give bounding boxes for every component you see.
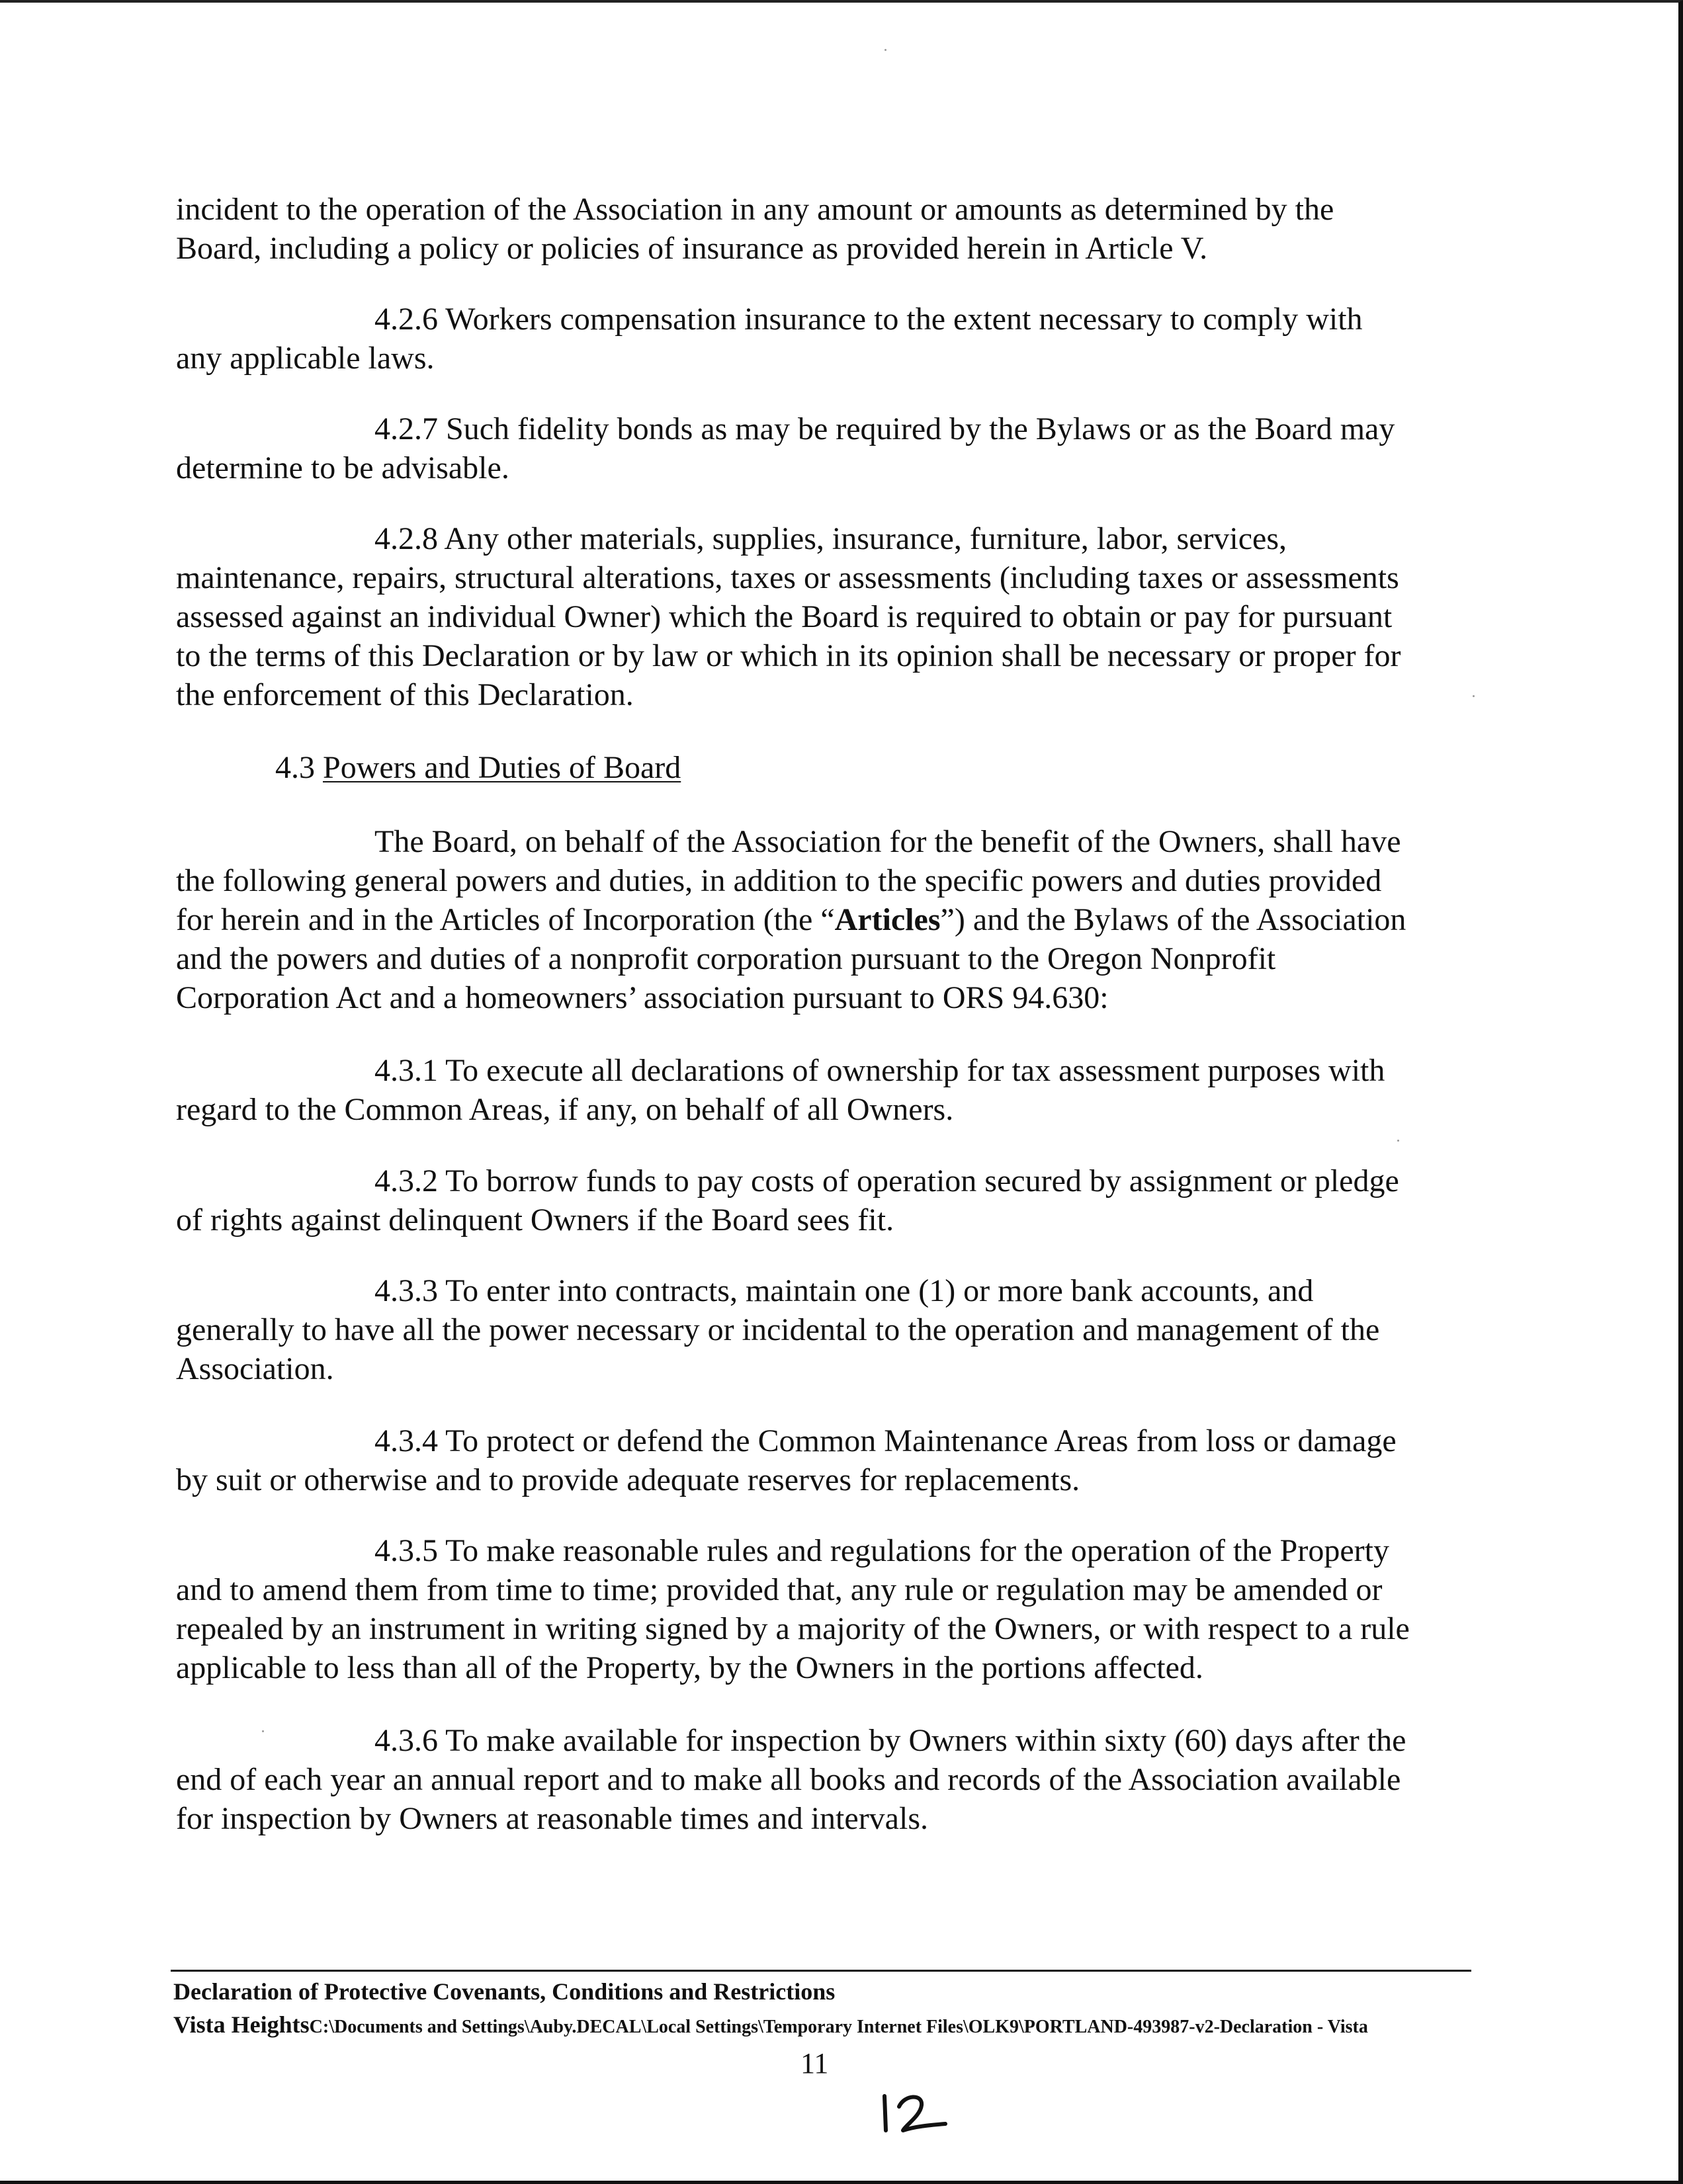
- defined-term-articles: Articles: [834, 902, 941, 937]
- text-line: 4.2.7 Such fidelity bonds as may be required by the Bylaws or as the Board may: [374, 411, 1395, 446]
- text-line: 4.3.1 To execute all declarations of ownership for tax assessment purposes with: [374, 1053, 1385, 1088]
- text-line: 4.3.4 To protect or defend the Common Maintenance Areas from loss or damage: [374, 1423, 1397, 1458]
- scan-speck: [885, 49, 886, 51]
- footer-rule: [171, 1970, 1471, 1972]
- text-line: assessed against an individual Owner) which the Board is required to obtain or pay for pursuant: [176, 599, 1393, 634]
- text-line: end of each year an annual report and to make all books and records of the Association available: [176, 1762, 1401, 1797]
- text-line: [176, 900, 1499, 939]
- text-line: determine to be advisable.: [176, 450, 509, 485]
- paragraph-4-2-6: [176, 300, 1499, 378]
- text-line: the following general powers and duties, in addition to the specific powers and duties provided: [176, 863, 1382, 898]
- text-line: 4.2.6 Workers compensation insurance to the extent necessary to comply with: [374, 302, 1363, 337]
- section-title: Powers and Duties of Board: [323, 750, 681, 785]
- text-line: 4.3.2 To borrow funds to pay costs of operation secured by assignment or pledge: [374, 1163, 1399, 1198]
- page-number: 11: [800, 2047, 829, 2079]
- text-line: The Board, on behalf of the Association for the benefit of the Owners, shall have: [374, 824, 1401, 859]
- paragraph-4-3-5: [176, 1531, 1499, 1687]
- paragraph-4-3-4: [176, 1421, 1499, 1499]
- handwritten-page-mark-icon: [877, 2087, 949, 2140]
- paragraph-4-2-8: [176, 519, 1499, 714]
- text-line: incident to the operation of the Association in any amount or amounts as determined by the: [176, 192, 1334, 227]
- section-heading-4-3: [176, 748, 1499, 787]
- paragraph-continuation: [176, 190, 1499, 268]
- text-line: 4.3.5 To make reasonable rules and regulations for the operation of the Property: [374, 1533, 1389, 1568]
- scan-speck: [1397, 1140, 1399, 1142]
- text-line: the enforcement of this Declaration.: [176, 677, 634, 712]
- text-line: of rights against delinquent Owners if the Board sees fit.: [176, 1202, 894, 1238]
- paragraph-4-3-intro: [176, 822, 1499, 1017]
- text-line: Association.: [176, 1351, 334, 1386]
- text-line: Corporation Act and a homeowners’ association pursuant to ORS 94.630:: [176, 980, 1109, 1015]
- footer-file-path: C:\Documents and Settings\Auby.DECAL\Local Settings\Temporary Internet Files\OLK9\PORTLAND-493987-v2-Declaration - Vista: [309, 2017, 1368, 2037]
- paragraph-4-3-2: [176, 1161, 1499, 1239]
- text-line: generally to have all the power necessary or incidental to the operation and management of the: [176, 1312, 1380, 1347]
- text-line: maintenance, repairs, structural alterations, taxes or assessments (including taxes or assessments: [176, 560, 1399, 595]
- paragraph-4-2-7: [176, 409, 1499, 487]
- text-line: 4.2.8 Any other materials, supplies, insurance, furniture, labor, services,: [374, 521, 1287, 556]
- footer-project-name: Vista Heights: [173, 2011, 310, 2038]
- text-line: to the terms of this Declaration or by law or which in its opinion shall be necessary or proper for: [176, 638, 1401, 673]
- footer-document-title: Declaration of Protective Covenants, Conditions and Restrictions: [173, 1978, 836, 2005]
- text-line: 4.3.6 To make available for inspection by Owners within sixty (60) days after the: [374, 1723, 1406, 1758]
- footer-file-reference: [173, 2011, 1368, 2038]
- text-line: and the powers and duties of a nonprofit corporation pursuant to the Oregon Nonprofit: [176, 941, 1276, 976]
- section-number: 4.3: [275, 750, 323, 785]
- text-run: ”) and the Bylaws of the Association: [940, 902, 1406, 937]
- text-line: 4.3.3 To enter into contracts, maintain one (1) or more bank accounts, and: [374, 1273, 1314, 1308]
- text-line: for inspection by Owners at reasonable times and intervals.: [176, 1801, 928, 1836]
- text-run: for herein and in the Articles of Incorporation (the “: [176, 902, 835, 937]
- paragraph-4-3-6: [176, 1721, 1499, 1838]
- text-line: Board, including a policy or policies of insurance as provided herein in Article V.: [176, 231, 1208, 266]
- text-line: any applicable laws.: [176, 341, 435, 376]
- text-line: regard to the Common Areas, if any, on behalf of all Owners.: [176, 1092, 954, 1127]
- text-line: and to amend them from time to time; provided that, any rule or regulation may be amended or: [176, 1572, 1383, 1607]
- text-line: applicable to less than all of the Property, by the Owners in the portions affected.: [176, 1650, 1203, 1685]
- paragraph-4-3-1: [176, 1051, 1499, 1129]
- paragraph-4-3-3: [176, 1271, 1499, 1388]
- text-line: by suit or otherwise and to provide adequate reserves for replacements.: [176, 1462, 1080, 1497]
- text-line: repealed by an instrument in writing signed by a majority of the Owners, or with respect to a rule: [176, 1611, 1410, 1646]
